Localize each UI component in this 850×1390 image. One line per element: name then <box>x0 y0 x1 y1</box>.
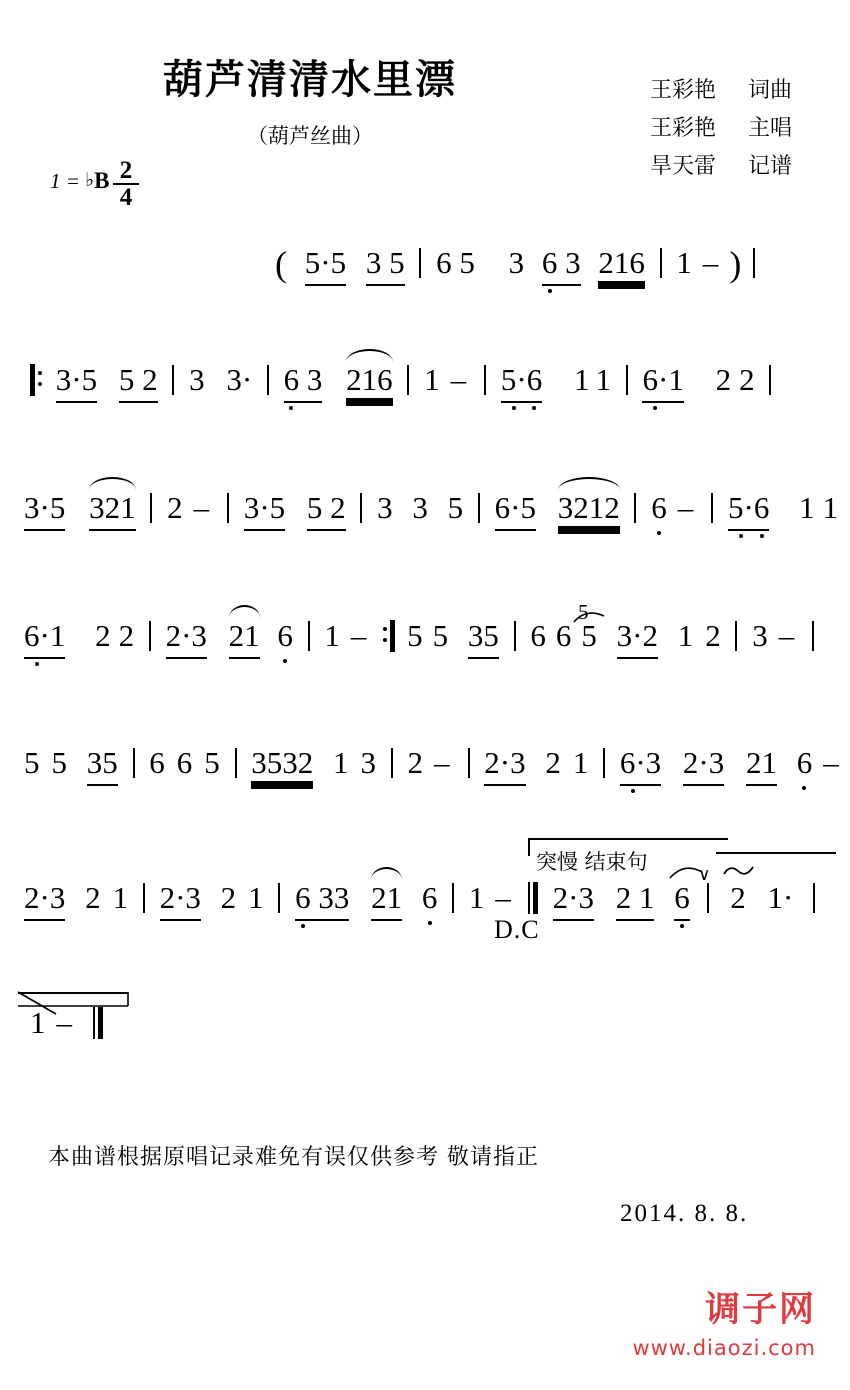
repeat-end-icon <box>383 620 395 652</box>
credit-name: 王彩艳 <box>649 116 716 141</box>
repeat-start-icon <box>30 364 42 396</box>
key-note: B <box>94 168 110 193</box>
credit-row <box>650 110 792 148</box>
tempo-annotation: 突慢 结束句 <box>536 850 648 874</box>
credit-name: 王彩艳 <box>649 78 716 103</box>
annotation-bracket-left <box>528 838 728 840</box>
key-signature <box>50 168 109 194</box>
credit-name: 旱天雷 <box>649 154 716 179</box>
annotation-bracket-right <box>716 852 836 854</box>
grace-note-slur-icon <box>572 606 612 628</box>
flat-icon: ♭ <box>85 170 95 191</box>
time-signature <box>113 158 139 210</box>
watermark-site-name: 调子网 <box>704 1290 816 1330</box>
svg-text:∨: ∨ <box>698 865 711 884</box>
footer-note: 本曲谱根据原唱记录难免有误仅供参考 敬请指正 <box>48 1145 539 1170</box>
grace-note-5: 5 <box>578 600 589 624</box>
meter-numerator: 2 <box>119 157 133 184</box>
score-system-5: 2·3 2 1 2·3 2 1 6 33 21 6 1 – 2·3 2 1 6 2 1· <box>24 880 822 921</box>
dc-marking: D.C <box>494 915 540 944</box>
watermark <box>632 1282 816 1360</box>
double-barline-icon <box>528 882 539 914</box>
credits-block <box>650 72 792 186</box>
breath-mark-icon <box>668 858 712 884</box>
score-system-1: 3·5 5 2 3 3· 6 3 216 1 – 5·6 1 1 6·1 2 2 <box>24 362 778 403</box>
credit-role: 词曲 <box>747 78 792 103</box>
key-prefix: 1 = <box>50 169 80 193</box>
score-system-3: 6·1 2 2 2·3 21 6 1 – 5 5 35 6 6 5 3·2 1 2 3 – <box>24 618 821 659</box>
score-system-2: 3·5 321 2 – 3·5 5 2 3 3 5 6·5 3212 6 – 5·6 1 1 <box>24 490 838 531</box>
footer-date: 2014. 8. 8. <box>620 1200 749 1227</box>
watermark-url: www.diaozi.com <box>632 1336 816 1360</box>
page-subtitle: （葫芦丝曲） <box>247 124 373 148</box>
credit-row <box>650 148 792 186</box>
credit-role: 记谱 <box>747 154 792 179</box>
score-system-4: 5 5 35 6 6 5 3532 1 3 2 – 2·3 2 1 6·3 2·3 21 6 – <box>24 745 850 786</box>
score-system-6: 1 – <box>30 1005 104 1041</box>
meter-denominator: 4 <box>113 183 139 210</box>
end-barline-icon <box>93 1007 104 1039</box>
credit-role: 主唱 <box>747 116 792 141</box>
annotation-bracket-tick <box>528 838 530 856</box>
page-title: 葫芦清清水里漂 <box>163 57 457 103</box>
score-intro-line: ( 5·5 3 5 6 5 3 6 3 216 1 – ) <box>275 243 762 286</box>
credit-row <box>650 72 792 110</box>
tilde-ornament-icon <box>722 862 756 880</box>
